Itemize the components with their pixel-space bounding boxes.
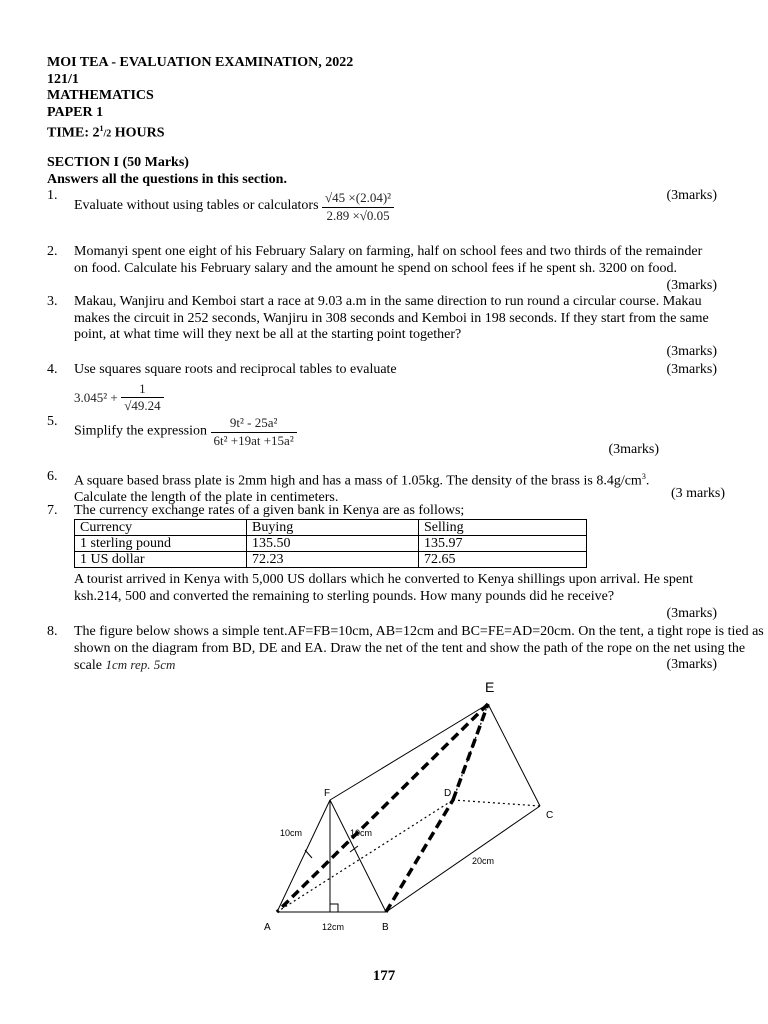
question-text: Simplify the expression (74, 423, 207, 439)
tick-mark-af (305, 850, 312, 858)
question-1: 1. Evaluate without using tables or calculators $\frac{\text{√45 ×(2.04)²}}{2.89 \times√0.05}$ (3marks) (47, 188, 717, 223)
table-row (75, 536, 587, 552)
marks: (3marks) (666, 657, 717, 672)
edge-dc (453, 800, 540, 806)
rope-ea (277, 704, 488, 912)
exchange-rate-table (74, 519, 587, 568)
question-text: The figure below shows a simple tent.AF=FB=10cm, AB=12cm and BC=FE=AD=20cm. On the tent, a tight rope is tied as shown on the diagram from BD, DE and EA. Draw the net of the tent and show the path of the rope on the net using the scale 1cm rep. 5cm (74, 624, 764, 673)
marks: (3marks) (666, 278, 717, 293)
marks: (3marks) (666, 188, 717, 203)
table-header: Selling (419, 520, 587, 536)
page-number: 177 (372, 968, 396, 984)
question-8: 8. The figure below shows a simple tent.AF=FB=10cm, AB=12cm and BC=FE=AD=20cm. On the tent, a tight rope is tied as shown on the diagram from BD, DE and EA. Draw the net of the tent and show the path of the rope on the net using the scale 1cm rep. 5cm (3marks) (47, 624, 764, 673)
table-cell: 72.65 (419, 552, 587, 568)
marks: (3marks) (608, 442, 659, 457)
edge-ec (488, 704, 540, 806)
label-b: B (382, 922, 389, 933)
paper-code: 121/1 (47, 71, 79, 87)
table-header: Currency (75, 520, 247, 536)
edge-bc (386, 806, 540, 912)
rope-bd (386, 800, 453, 912)
section-instruction: Answers all the questions in this section. (47, 172, 287, 187)
question-text: Makau, Wanjiru and Kemboi start a race at 9.03 a.m in the same direction to run round a circular course. Makau makes the circuit in 252 seconds, Wanjiru in 308 seconds and Kemboi in 198 seconds. If they start from the same point, at what time will they next be all at the starting point together? (74, 294, 709, 342)
exam-title: MOI TEA - EVALUATION EXAMINATION, 2022 (47, 55, 354, 70)
hidden-edges (277, 704, 540, 912)
label-c: C (546, 810, 554, 821)
marks: (3marks) (666, 362, 717, 377)
table-cell: 135.50 (247, 536, 419, 552)
question-text: The currency exchange rates of a given bank in Kenya are as follows; (74, 503, 465, 518)
exam-header (47, 55, 353, 143)
label-d: D (444, 788, 452, 799)
question-2: 2. Momanyi spent one eight of his February Salary on farming, half on school fees and two thirds of the remainder on food. Calculate his February salary and the amount he spend on school fees if he spent sh. 3200 on food. (3marks) (47, 244, 717, 293)
subject: MATHEMATICS (47, 88, 154, 103)
question-text: Momanyi spent one eight of his February Salary on farming, half on school fees and two thirds of the remainder on food. Calculate his February salary and the amount he spend on school fees if he spent sh. 3200 on food. (74, 244, 703, 276)
paper-number: PAPER 1 (47, 104, 104, 120)
expression: 3.045² + $\frac{1}{√49.24}$ (74, 381, 717, 415)
table-header: Buying (247, 520, 419, 536)
question-text: Evaluate without using tables or calculators (74, 198, 319, 214)
rope-path (277, 704, 488, 912)
question-5: 5. Simplify the expression $\frac{\text{9t² - 25a²}}{\text{6t² +19at +15a²}}$ (3marks) (47, 414, 659, 457)
question-3: 3. Makau, Wanjiru and Kemboi start a race at 9.03 a.m in the same direction to run round a circular course. Makau makes the circuit in 252 seconds, Wanjiru in 308 seconds and Kemboi in 198 seconds. If they start from the same point, at what time will they next be all at the starting point together? (3marks) (47, 294, 717, 359)
scale: 1cm rep. 5cm (105, 657, 176, 672)
expression: $\frac{\text{9t² - 25a²}}{\text{6t² +19at +15a²}}$ (211, 415, 297, 449)
label-e: E (485, 679, 495, 695)
label-a: A (264, 922, 271, 933)
right-angle-mark (330, 904, 338, 912)
table-cell: 1 US dollar (75, 552, 247, 568)
question-text: Use squares square roots and reciprocal tables to evaluate (74, 362, 397, 377)
table-cell: 1 sterling pound (75, 536, 247, 552)
question-text: A square based brass plate is 2mm high and has a mass of 1.05kg. The density of the brass is $8.4g/cm^3$. Calculate the length of the plate in centimeters. (74, 472, 650, 506)
tent-edges (277, 704, 540, 912)
marks: (3 marks) (670, 486, 725, 501)
edge-fe (330, 704, 488, 800)
dim-bc: 20cm (472, 856, 495, 866)
exam-time: TIME: $2^1/2$ HOURS (47, 124, 165, 141)
section-heading (47, 154, 287, 188)
figure-labels (264, 679, 553, 933)
question-text: A tourist arrived in Kenya with 5,000 US dollars which he converted to Kenya shillings upon arrival. He spent ksh.214, 500 and converted the remaining to sterling pounds. How many pounds did he receive? (74, 572, 693, 604)
dim-ab: 12cm (322, 922, 345, 932)
question-4: 4. Use squares square roots and reciprocal tables to evaluate 3.045² + $\frac{1}{√49.24}$ (3marks) (47, 362, 717, 413)
edge-fb (330, 800, 386, 912)
marks: (3marks) (666, 344, 717, 359)
section-title: SECTION I (50 Marks) (47, 155, 189, 170)
question-6: 6. A square based brass plate is 2mm high and has a mass of 1.05kg. The density of the brass is $8.4g/cm^3$. Calculate the length of the plate in centimeters. (3 marks) (47, 469, 717, 503)
table-row (75, 552, 587, 568)
dim-fb: 10cm (350, 828, 373, 838)
question-7: 7. The currency exchange rates of a given bank in Kenya are as follows; (47, 503, 717, 519)
table-cell: 135.97 (419, 536, 587, 552)
expression: $\frac{\text{√45 ×(2.04)²}}{2.89 \times√0.05}$ (322, 190, 394, 224)
label-f: F (324, 788, 331, 799)
table-header-row (75, 520, 587, 536)
question-7-continued (47, 572, 717, 622)
tent-diagram (250, 672, 560, 942)
marks: (3marks) (666, 606, 717, 621)
dim-af: 10cm (280, 828, 303, 838)
table-cell: 72.23 (247, 552, 419, 568)
